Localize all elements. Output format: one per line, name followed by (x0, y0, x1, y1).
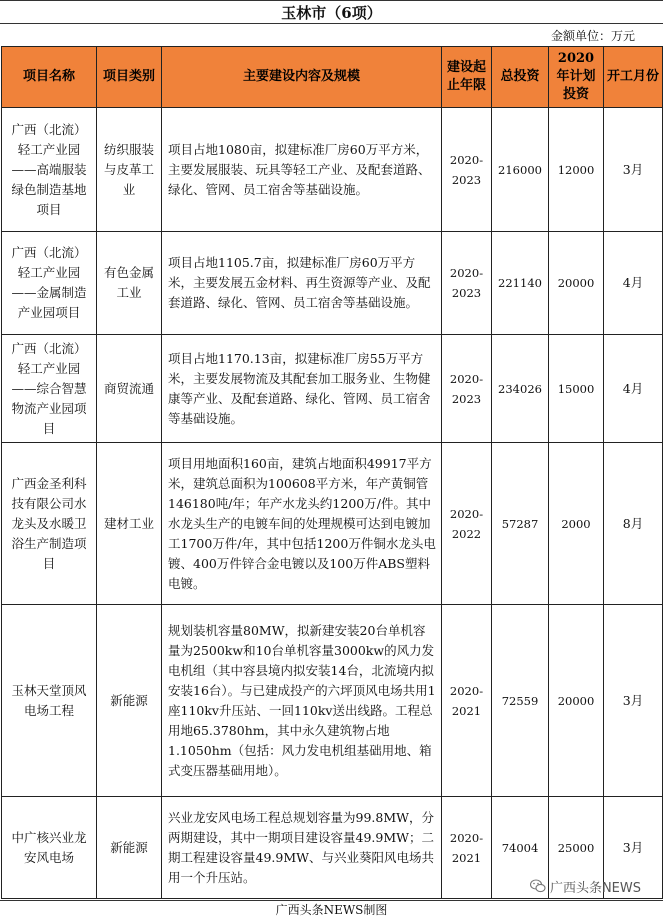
cell-category: 商贸流通 (97, 335, 162, 443)
cell-plan2020: 20000 (549, 605, 604, 797)
table-row (2, 232, 663, 335)
table-row (2, 108, 663, 232)
cell-category: 新能源 (97, 605, 162, 797)
cell-name: 广西（北流）轻工产业园——高端服装绿色制造基地项目 (2, 108, 97, 232)
table-row (2, 335, 663, 443)
cell-total: 74004 (492, 797, 549, 899)
cell-category: 新能源 (97, 797, 162, 899)
watermark-text: 广西头条NEWS (549, 880, 641, 896)
cell-years: 2020-2021 (442, 797, 492, 899)
header-row (2, 47, 663, 108)
cell-name: 广西金圣利科技有限公司水龙头及水暖卫浴生产制造项目 (2, 443, 97, 605)
header-name: 项目名称 (2, 47, 97, 108)
cell-years: 2020-2023 (442, 108, 492, 232)
cell-years: 2020-2022 (442, 443, 492, 605)
cell-name: 广西（北流）轻工产业园——金属制造产业园项目 (2, 232, 97, 335)
amount-unit: 金额单位：万元 (550, 28, 635, 43)
cell-years: 2020-2023 (442, 232, 492, 335)
cell-start-month: 4月 (604, 335, 663, 443)
cell-content: 兴业龙安风电场工程总规划容量为99.8MW，分两期建设，其中一期项目建设容量49.9MW；二期工程建设容量49.9MW、与兴业葵阳风电场共用一个升压站。 (162, 797, 442, 899)
header-plan2020: 2020年计划投资 (549, 47, 604, 108)
cell-plan2020: 25000 (549, 797, 604, 899)
cell-name: 广西（北流）轻工产业园——综合智慧物流产业园项目 (2, 335, 97, 443)
cell-category: 建材工业 (97, 443, 162, 605)
header-total: 总投资 (492, 47, 549, 108)
header-category: 项目类别 (97, 47, 162, 108)
cell-plan2020: 12000 (549, 108, 604, 232)
footer-credit: 广西头条NEWS制图 (0, 900, 663, 918)
cell-plan2020: 2000 (549, 443, 604, 605)
cell-start-month: 3月 (604, 108, 663, 232)
cell-start-month: 3月 (604, 797, 663, 899)
cell-total: 72559 (492, 605, 549, 797)
cell-name: 玉林天堂顶风电场工程 (2, 605, 97, 797)
header-years: 建设起止年限 (442, 47, 492, 108)
header-start-month: 开工月份 (604, 47, 663, 108)
cell-content: 项目用地面积160亩，建筑占地面积49917平方米，建筑总面积为100608平方米，年产黄铜管146180吨/年；年产水龙头约1200万/件。其中水龙头生产的电镀车间的处理规模可达到电镀加工1700万件/年，其中包括1200万件铜水龙头电镀、400万件锌合金电镀以及100万件ABS塑料电镀。 (162, 443, 442, 605)
watermark (530, 876, 641, 896)
table-row (2, 605, 663, 797)
cell-content: 规划装机容量80MW，拟新建安装20台单机容量为2500kw和10台单机容量3000kw的风力发电机组（其中容县境内拟安装14台，北流境内拟安装16台）。与已建成投产的六坪顶风电场共用1座110kv升压站、一回110kv送出线路。工程总用地65.3780hm，其中永久建筑物占地1.1050hm（包括：风力发电机组基础用地、箱式变压器基础用地）。 (162, 605, 442, 797)
cell-plan2020: 15000 (549, 335, 604, 443)
cell-content: 项目占地1105.7亩，拟建标准厂房60万平方米，主要发展五金材料、再生资源等产业、及配套道路、绿化、管网、员工宿舍等基础设施。 (162, 232, 442, 335)
cell-total: 57287 (492, 443, 549, 605)
cell-category: 纺织服装与皮革工业 (97, 108, 162, 232)
cell-total: 216000 (492, 108, 549, 232)
cell-total: 221140 (492, 232, 549, 335)
cell-plan2020: 20000 (549, 232, 604, 335)
cell-category: 有色金属工业 (97, 232, 162, 335)
cell-years: 2020-2021 (442, 605, 492, 797)
cell-start-month: 4月 (604, 232, 663, 335)
cell-total: 234026 (492, 335, 549, 443)
cell-start-month: 3月 (604, 605, 663, 797)
cell-content: 项目占地1170.13亩，拟建标准厂房55万平方米，主要发展物流及其配套加工服务业、生物健康等产业、及配套道路、绿化、管网、员工宿舍等基础设施。 (162, 335, 442, 443)
projects-table (1, 46, 663, 899)
table-title: 玉林市（6项） (0, 0, 663, 24)
table-row (2, 443, 663, 605)
cell-content: 项目占地1080亩，拟建标准厂房60万平方米，主要发展服装、玩具等轻工产业、及配套道路、绿化、管网、员工宿舍等基础设施。 (162, 108, 442, 232)
header-content: 主要建设内容及规模 (162, 47, 442, 108)
cell-start-month: 8月 (604, 443, 663, 605)
cell-name: 中广核兴业龙安风电场 (2, 797, 97, 899)
wechat-icon (530, 879, 546, 893)
cell-years: 2020-2023 (442, 335, 492, 443)
